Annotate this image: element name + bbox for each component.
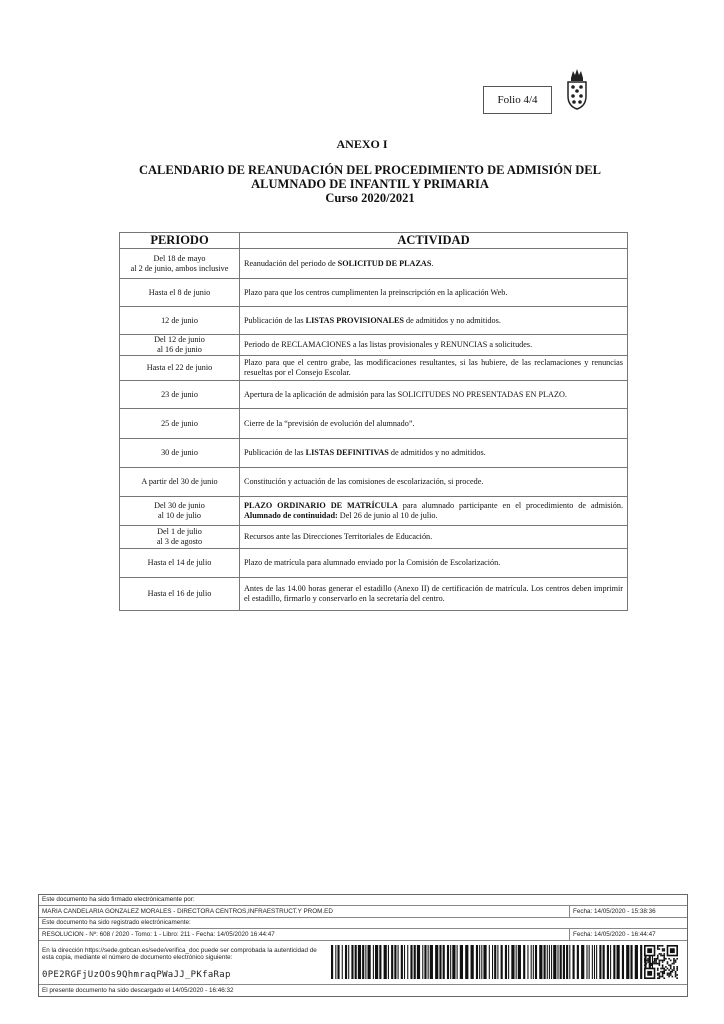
registration-date: Fecha: 14/05/2020 - 16:44:47 — [569, 929, 656, 940]
table-row — [120, 356, 628, 381]
download-info: El presente documento ha sido descargado el 14/05/2020 - 16:46:32 — [42, 987, 234, 994]
verification-row — [39, 941, 687, 985]
actividad-text: Constitución y actuación de las comisiones de escolarización, si procede. — [244, 477, 484, 486]
periodo-cell — [120, 381, 240, 409]
table-row — [120, 439, 628, 468]
table-row — [120, 549, 628, 578]
periodo-cell — [120, 409, 240, 439]
actividad-cell — [240, 381, 628, 409]
actividad-bold-text: LISTAS PROVISIONALES — [305, 315, 404, 325]
verification-text: En la dirección https://sede.gobcan.es/sede/verifica_doc puede ser comprobada la autenticidad de esta copia, mediante el número de documento electrónico siguiente: — [42, 947, 317, 961]
periodo-cell — [120, 439, 240, 468]
periodo-line: Del 1 de julio — [157, 527, 202, 536]
actividad-text: Publicación de las — [244, 448, 306, 457]
table-header-row — [120, 233, 628, 249]
signed-label: Este documento ha sido firmado electrónicamente por: — [39, 895, 687, 906]
periodo-cell — [120, 549, 240, 578]
actividad-cell — [240, 468, 628, 497]
periodo-line: 25 de junio — [161, 418, 198, 428]
periodo-line: A partir del 30 de junio — [141, 477, 218, 486]
actividad-text: de admitidos y no admitidos. — [388, 448, 486, 457]
table-row — [120, 381, 628, 409]
actividad-cell — [240, 249, 628, 279]
registered-label: Este documento ha sido registrado electrónicamente: — [39, 918, 687, 929]
actividad-text: Antes de las 14.00 horas generar el estadillo (Anexo II) de certificación de matrícula. Los centros deben imprimir el estadillo, firmarlo y conservarlo en la secretaría del centro. — [244, 584, 623, 603]
calendar-table — [119, 232, 628, 611]
actividad-text: Recursos ante las Direcciones Territoriales de Educación. — [244, 532, 433, 541]
title-line: Curso 2020/2021 — [325, 191, 415, 205]
registration-info: RESOLUCION - Nº: 608 / 2020 - Tomo: 1 - Libro: 211 - Fecha: 14/05/2020 16:44:47 — [42, 931, 275, 938]
electronic-signature-box — [38, 894, 688, 997]
actividad-cell — [240, 549, 628, 578]
periodo-cell — [120, 249, 240, 279]
actividad-bold-text: SOLICITUD DE PLAZAS — [337, 258, 432, 268]
periodo-cell — [120, 526, 240, 549]
actividad-text: . — [431, 258, 434, 268]
annex-title: ANEXO I — [336, 137, 388, 151]
column-header-periodo: PERIODO — [120, 233, 240, 249]
table-row — [120, 279, 628, 307]
periodo-line: Del 12 de junio — [154, 335, 205, 344]
periodo-cell — [120, 356, 240, 381]
actividad-cell — [240, 279, 628, 307]
table-row — [120, 307, 628, 335]
periodo-line: al 3 de agosto — [156, 537, 203, 546]
periodo-line: al 16 de junio — [157, 345, 202, 354]
actividad-bold-text: Alumnado de continuidad: — [244, 511, 338, 520]
title-line: CALENDARIO DE REANUDACIÓN DEL PROCEDIMIENTO DE ADMISIÓN DEL — [139, 163, 601, 177]
periodo-line: 23 de junio — [161, 389, 198, 399]
coat-of-arms-icon — [564, 66, 590, 110]
table-row — [120, 578, 628, 611]
periodo-line: Hasta el 14 de julio — [147, 558, 212, 567]
actividad-text: Plazo para que el centro grabe, las modificaciones resultantes, si las hubiere, de las reclamaciones y renuncias resueltas por el Consejo Escolar. — [244, 358, 623, 377]
periodo-line: Del 18 de mayo — [153, 253, 206, 263]
actividad-cell — [240, 578, 628, 611]
periodo-line: al 10 de julio — [158, 511, 201, 520]
actividad-text: Periodo de RECLAMACIONES a las listas provisionales y RENUNCIAS a solicitudes. — [244, 340, 533, 349]
actividad-cell — [240, 409, 628, 439]
column-header-actividad: ACTIVIDAD — [240, 233, 628, 249]
periodo-line: 12 de junio — [161, 315, 198, 325]
table-row — [120, 249, 628, 279]
periodo-cell — [120, 335, 240, 356]
periodo-cell — [120, 279, 240, 307]
table-row — [120, 335, 628, 356]
actividad-text: Del 26 de junio al 10 de julio. — [337, 511, 438, 520]
periodo-line: 30 de junio — [161, 448, 198, 457]
periodo-line: Hasta el 8 de junio — [148, 287, 211, 297]
actividad-text: Publicación de las — [244, 315, 306, 325]
signer-name: MARIA CANDELARIA GONZALEZ MORALES - DIRECTORA CENTROS,INFRAESTRUCT.Y PROM.ED — [42, 908, 333, 915]
actividad-cell — [240, 497, 628, 526]
document-code: 0PE2RGFjUzOOs9QhmraqPWaJJ_PKfaRap — [42, 970, 231, 980]
actividad-text: Apertura de la aplicación de admisión para las SOLICITUDES NO PRESENTADAS EN PLAZO. — [244, 389, 567, 399]
actividad-text: Cierre de la “previsión de evolución del alumnado”. — [244, 418, 415, 428]
actividad-text: Reanudación del periodo de — [244, 258, 338, 268]
folio-label: Folio 4/4 — [483, 86, 552, 114]
table-row — [120, 497, 628, 526]
periodo-cell — [120, 497, 240, 526]
actividad-cell — [240, 307, 628, 335]
registration-row — [39, 929, 687, 941]
actividad-text: Plazo para que los centros cumplimenten la preinscripción en la aplicación Web. — [244, 287, 508, 297]
signer-row — [39, 906, 687, 918]
actividad-cell — [240, 335, 628, 356]
actividad-cell — [240, 439, 628, 468]
actividad-bold-text: PLAZO ORDINARIO DE MATRÍCULA — [244, 501, 398, 510]
title-line: ALUMNADO DE INFANTIL Y PRIMARIA — [251, 177, 489, 191]
periodo-line: al 2 de junio, ambos inclusive — [130, 263, 229, 273]
actividad-text: Plazo de matrícula para alumnado enviado por la Comisión de Escolarización. — [244, 558, 501, 567]
actividad-cell — [240, 356, 628, 381]
signer-date: Fecha: 14/05/2020 - 15:38:36 — [569, 906, 656, 917]
actividad-text: de admitidos y no admitidos. — [403, 315, 501, 325]
periodo-cell — [120, 578, 240, 611]
actividad-cell — [240, 526, 628, 549]
actividad-bold-text: LISTAS DEFINITIVAS — [305, 448, 389, 457]
table-row — [120, 526, 628, 549]
qr-code-icon — [644, 945, 678, 979]
periodo-cell — [120, 307, 240, 335]
periodo-line: Hasta el 22 de junio — [146, 363, 213, 372]
periodo-line: Del 30 de junio — [154, 501, 205, 510]
actividad-text: para alumnado participante en el procedimiento de admisión. — [397, 501, 623, 510]
periodo-line: Hasta el 16 de julio — [147, 589, 212, 598]
table-row — [120, 468, 628, 497]
periodo-cell — [120, 468, 240, 497]
barcode-icon — [331, 945, 653, 979]
document-title — [100, 163, 640, 205]
table-row — [120, 409, 628, 439]
